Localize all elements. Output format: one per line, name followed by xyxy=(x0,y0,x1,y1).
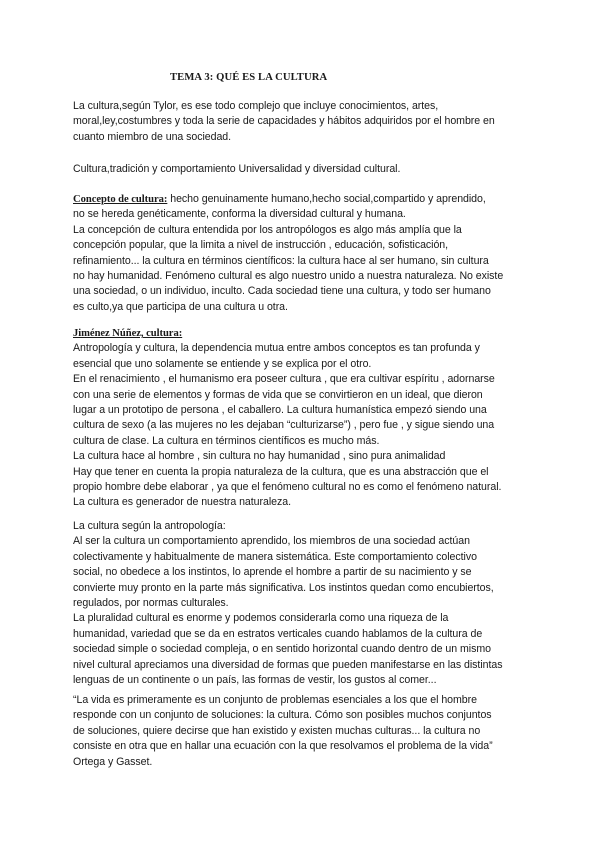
text-line: no se hereda genéticamente, conforma la diversidad cultural y humana. xyxy=(73,208,406,221)
intro-paragraph xyxy=(73,99,533,145)
text-line: cuanto miembro de una sociedad. xyxy=(73,130,232,143)
text-line: En el renacimiento , el humanismo era poseer cultura , que era cultivar espíritu , adornarse xyxy=(73,373,495,386)
text-line: Cultura,tradición y comportamiento Universalidad y diversidad cultural. xyxy=(73,163,401,175)
text-line: lenguas de un continente o un país, las formas de vestir, los gustos al comer... xyxy=(73,673,437,686)
text-line: colectivamente y habitualmente de manera sistemática. Este comportamiento colectivo xyxy=(73,550,477,563)
concepto-first-line xyxy=(73,192,533,207)
text-line: responde con un conjunto de soluciones: la cultura. Cómo son posibles muchos conjuntos xyxy=(73,709,492,722)
text-line: es culto,ya que participa de una cultura u otra. xyxy=(73,300,288,313)
text-line: de soluciones, quiere decirse que han existido y existen muchas culturas... la cultura no xyxy=(73,724,481,737)
text-line: “La vida es primeramente es un conjunto de problemas esenciales a los que el hombre xyxy=(73,694,477,706)
text-line: La concepción de cultura entendida por los antropólogos es algo más amplía que la xyxy=(73,223,462,236)
text-line: propio hombre debe elaborar , ya que el fenómeno cultural no es como el fenómeno natural. xyxy=(73,480,502,493)
text-line: La cultura hace al hombre , sin cultura no hay humanidad , sino pura animalidad xyxy=(73,450,446,463)
text-line: lugar a un prototipo de persona , el caballero. La cultura humanística empezó siendo una xyxy=(73,403,487,416)
text-line: La cultura es generador de nuestra naturaleza. xyxy=(73,496,291,509)
jimenez-section xyxy=(73,326,533,511)
text-line: Antropología y cultura, la dependencia mutua entre ambos conceptos es tan profunda y xyxy=(73,342,480,355)
antropologia-section xyxy=(73,519,533,688)
text-line: humanidad, variedad que se da en estratos verticales cuando hablamos de la cultura de xyxy=(73,627,483,640)
jimenez-heading: Jiménez Núñez, cultura: xyxy=(73,328,183,339)
text-line: Al ser la cultura un comportamiento aprendido, los miembros de una sociedad actúan xyxy=(73,535,470,548)
concepto-section xyxy=(73,192,533,315)
text-line: consiste en otra que en hallar una ecuación con la que resolvamos el problema de la vida” xyxy=(73,740,493,753)
concepto-heading-rest: hecho genuinamente humano,hecho social,compartido y aprendido, xyxy=(167,193,486,205)
text-line: con una serie de elementos y formas de vida que se convirtieron en un ideal, que dieron xyxy=(73,388,483,401)
text-line: esencial que uno solamente se entiende y se explica por el otro. xyxy=(73,357,372,370)
text-line: moral,ley,costumbres y toda la serie de capacidades y hábitos adquiridos por el hombre en xyxy=(73,115,495,128)
text-line: concepción popular, que la limita a nivel de instrucción , educación, sofisticación, xyxy=(73,239,449,252)
quote-author: Ortega y Gasset. xyxy=(73,755,153,768)
summary-line xyxy=(73,162,533,177)
text-line: cultura de sexo (a las mujeres no les dejaban “culturizarse”) , pero fue , y sigue siendo una xyxy=(73,419,495,432)
text-line: cultura de clase. La cultura en términos científicos es mucho más. xyxy=(73,434,380,447)
antropologia-heading: La cultura según la antropología: xyxy=(73,520,226,532)
text-line: una sociedad, o un individuo, inculto. Cada sociedad tiene una cultura, y todo ser humano xyxy=(73,285,491,298)
jimenez-heading-line xyxy=(73,326,533,341)
text-line: sociedad simple o sociedad compleja, o en sentido horizontal cuando dentro de un mismo xyxy=(73,643,491,656)
quote-section xyxy=(73,693,533,770)
text-line: no hay humanidad. Fenómeno cultural es algo nuestro unido a nuestra naturaleza. No existe xyxy=(73,269,504,282)
text-line: convierte muy pronto en la parte más significativa. Los instintos quedan como encubiertos, xyxy=(73,581,494,594)
document-title: TEMA 3: QUÉ ES LA CULTURA xyxy=(170,72,328,83)
text-line: regulados, por normas culturales. xyxy=(73,596,229,609)
text-line: refinamiento... la cultura en términos científicos: la cultura hace al ser humano, sin cultura xyxy=(73,254,489,267)
text-line: Hay que tener en cuenta la propia naturaleza de la cultura, que es una abstracción que el xyxy=(73,465,489,478)
text-line: La cultura,según Tylor, es ese todo complejo que incluye conocimientos, artes, xyxy=(73,100,439,112)
text-line: nivel cultural apreciamos una diversidad de formas que pueden manifestarse en las distintas xyxy=(73,658,503,671)
text-line: social, no obedece a los instintos, lo aprende el hombre a partir de su nacimiento y se xyxy=(73,566,472,579)
concepto-heading: Concepto de cultura: xyxy=(73,194,168,205)
text-line: La pluralidad cultural es enorme y podemos considerarla como una riqueza de la xyxy=(73,612,449,625)
